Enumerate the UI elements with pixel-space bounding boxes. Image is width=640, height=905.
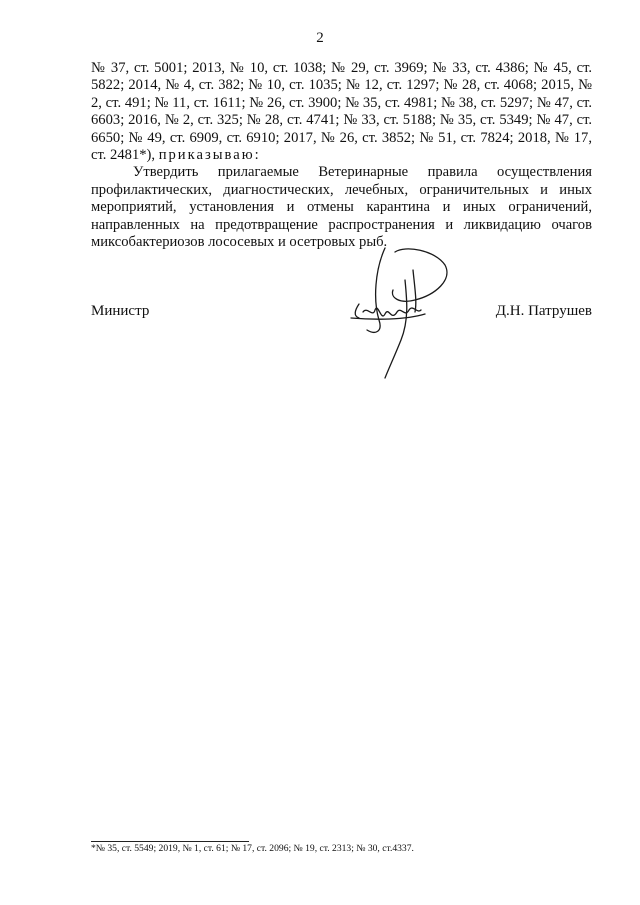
document-body (91, 60, 592, 251)
page-number: 2 (316, 30, 324, 46)
footnote: *№ 35, ст. 5549; 2019, № 1, ст. 61; № 17, ст. 2096; № 19, ст. 2313; № 30, ст.4337. (91, 843, 414, 854)
signatory-name: Д.Н. Патрушев (495, 303, 592, 319)
order-word: приказываю: (158, 147, 261, 164)
signatory-title: Министр (91, 303, 150, 319)
signature-block (91, 303, 592, 323)
footnote-divider (91, 841, 249, 842)
approval-paragraph: Утвердить прилагаемые Ветеринарные правила осуществления профилактических, диагностических, лечебных, ограничительных и иных мероприятий, установления и отмены карантина и иных ограничений, направленных на предотвращение распространения и ликвидацию очагов миксобактериозов лососевых и осетровых рыб. (91, 164, 592, 251)
legal-references-paragraph (91, 60, 592, 164)
legal-references-text: № 37, ст. 5001; 2013, № 10, ст. 1038; № 29, ст. 3969; № 33, ст. 4386; № 45, ст. 5822; 2014, № 4, ст. 382; № 10, ст. 1035; № 12, ст. 1297; № 28, ст. 4068; 2015, № 2, ст. 491; № 11, ст. 1611; № 26, ст. 3900; № 35, ст. 4981; № 38, ст. 5297; № 47, ст. 6603; 2016, № 2, ст. 325; № 28, ст. 4741; № 33, ст. 5188; № 35, ст. 5349; № 47, ст. 6650; № 49, ст. 6909, ст. 6910; 2017, № 26, ст. 3852; № 51, ст. 7824; 2018, № 17, ст. 2481*), (91, 60, 592, 164)
handwritten-signature (345, 240, 465, 385)
